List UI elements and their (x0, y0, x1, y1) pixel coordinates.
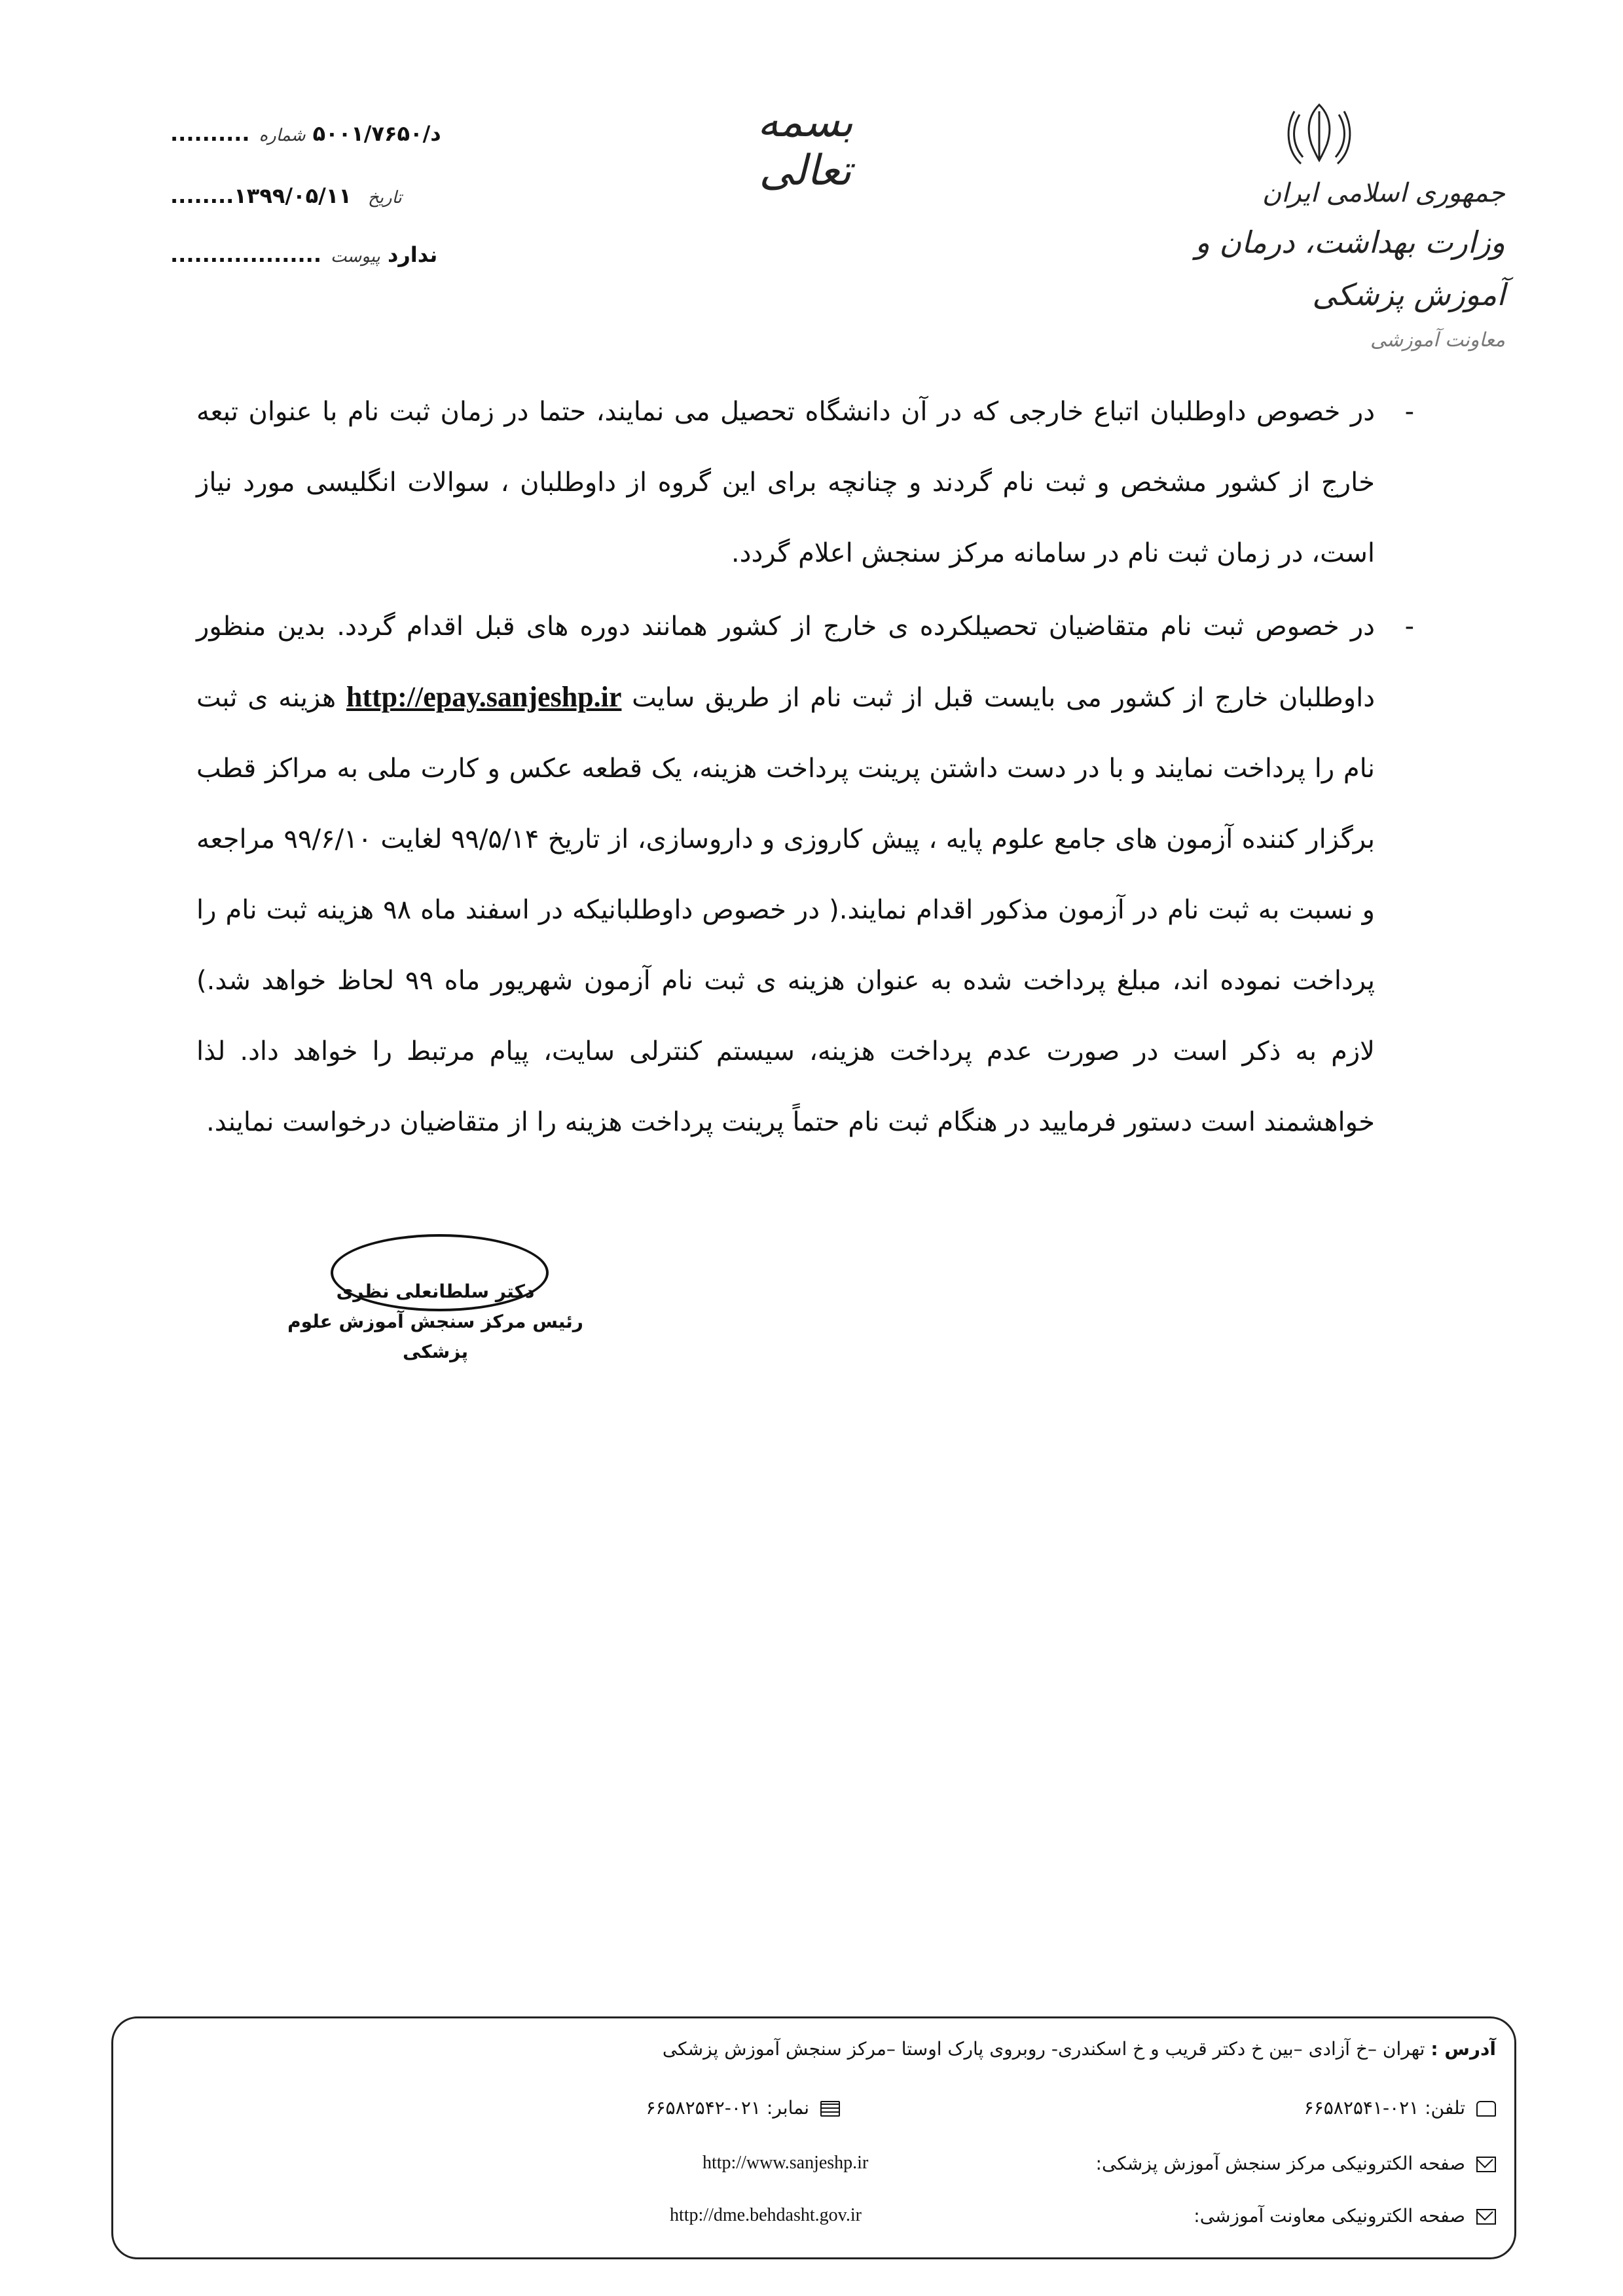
footer-fax (646, 2097, 840, 2119)
signature-block (282, 1277, 589, 1367)
phone-number: ۰۲۱-۶۶۵۸۲۵۴۱ (1304, 2097, 1419, 2119)
paragraph-1-text: در خصوص داوطلبان اتباع خارجی که در آن دانشگاه تحصیل می نمایند، حتما در زمان ثبت نام با عنوان تبعه خارج از کشور مشخص و ثبت نام گردند و چنانچه برای این گروه از داوطلبان ، سوالات انگلیسی مورد نیاز است، در زمان ثبت نام در سامانه مرکز سنجش اعلام گردد. (196, 397, 1375, 568)
signatory-name: دکتر سلطانعلی نظری (336, 1281, 535, 1302)
bullet-dash: - (1404, 611, 1414, 642)
fax-icon (820, 2101, 840, 2117)
footer-phone (1304, 2097, 1496, 2119)
iran-emblem-icon (1280, 98, 1359, 170)
letter-attachment-label: پیوست (330, 247, 380, 266)
paragraph-foreign-nationals (196, 376, 1414, 589)
epay-link[interactable]: http://epay.sanjeshp.ir (346, 681, 622, 713)
site-1-label: صفحه الکترونیکی مرکز سنجش آموزش پزشکی: (1095, 2153, 1466, 2174)
letter-date (170, 183, 445, 208)
bismillah-heading: بسمه تعالی (757, 98, 854, 195)
org-line-1: جمهوری اسلامی ایران (1262, 178, 1505, 208)
phone-label: تلفن: (1425, 2097, 1466, 2119)
phone-icon (1476, 2101, 1496, 2117)
letter-number (170, 121, 445, 146)
address-label: آدرس : (1431, 2038, 1496, 2060)
paragraph-abroad-graduates (196, 591, 1414, 1157)
site-2-link[interactable]: http://dme.behdasht.gov.ir (670, 2205, 862, 2225)
letter-body (196, 376, 1414, 1157)
fax-number: ۰۲۱-۶۶۵۸۲۵۴۲ (646, 2097, 761, 2119)
footer-site-1-label (1096, 2153, 1496, 2174)
letter-attachment-value: ...................ندارد (170, 242, 438, 267)
envelope-icon (1476, 2209, 1496, 2225)
footer-contact-box (111, 2016, 1516, 2259)
letter-number-value: ..........د/۵۰۰۱/۷۶۵۰ (170, 121, 441, 146)
footer-site-2-label (1194, 2205, 1496, 2227)
fax-label: نمابر: (766, 2097, 810, 2119)
paragraph-2-text-b: هزینه ی ثبت نام را پرداخت نمایند و با در دست داشتن پرینت پرداخت هزینه، یک قطعه عکس و کارت ملی به مراکز قطب برگزار کننده آزمون های جامع علوم پایه ، پیش کاروزی و داروسازی، از تاریخ ۹۹/۵/۱۴ لغایت ۹۹/۶/۱۰ مراجعه و نسبت به ثبت نام در آزمون مذکور اقدام نمایند.( در خصوص داوطلبانیکه در اسفند ماه ۹۸ هزینه ثبت نام را پرداخت نموده اند، مبلغ پرداخت شده به عنوان هزینه ی ثبت نام آزمون شهریور ماه ۹۹ لحاظ خواهد شد.) لازم به ذکر است در صورت عدم پرداخت هزینه، سیستم کنترلی سایت، پیام مرتبط را خواهد داد. لذا خواهشمند است دستور فرمایید در هنگام ثبت نام حتماً پرینت پرداخت هزینه را از متقاضیان درخواست نمایند. (196, 683, 1375, 1137)
letter-date-label: تاریخ (368, 188, 402, 208)
site-1-link[interactable]: http://www.sanjeshp.ir (702, 2153, 869, 2173)
site-2-label: صفحه الکترونیکی معاونت آموزشی: (1194, 2205, 1466, 2227)
address-text: تهران –خ آزادی –بین خ دکتر قریب و خ اسکندری- روبروی پارک اوستا –مرکز سنجش آموزش پزشکی (662, 2038, 1425, 2060)
letter-attachment (170, 242, 445, 267)
footer-address (134, 2038, 1496, 2060)
signatory-title: رئیس مرکز سنجش آموزش علوم پزشکی (287, 1311, 583, 1362)
envelope-icon (1476, 2157, 1496, 2172)
paragraph-2-text-a: در خصوص ثبت نام متقاضیان تحصیلکرده ی خارج از کشور همانند دوره های قبل اقدام گردد. بدین منظور داوطلبان خارج از کشور می بایست قبل از ثبت نام از طریق سایت (196, 611, 1376, 713)
org-line-3: معاونت آموزشی (1370, 329, 1505, 352)
org-line-2: وزارت بهداشت، درمان و آموزش پزشکی (1195, 225, 1505, 312)
bullet-dash: - (1404, 397, 1414, 427)
letter-date-value: ........۱۳۹۹/۰۵/۱۱ (170, 183, 352, 208)
ministry-heading (1139, 170, 1505, 360)
letter-number-label: شماره (259, 126, 306, 145)
